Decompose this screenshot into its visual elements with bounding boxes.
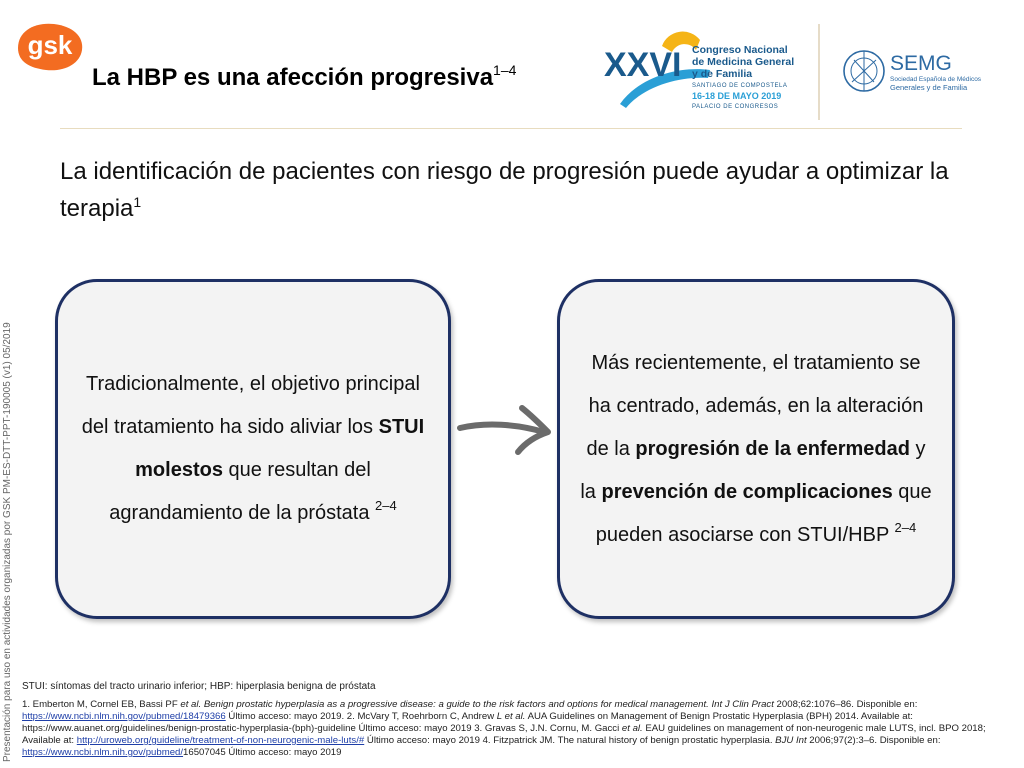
left-card-text [78, 363, 428, 535]
slide-title-sup: 1–4 [493, 62, 517, 78]
left-card-t1: Tradicionalmente, el objetivo principal del tratamiento ha sido aliviar los [81, 373, 420, 438]
gsk-logo [14, 18, 86, 76]
right-card-bold1: progresión de la enfermedad [635, 437, 910, 460]
semg-logo [842, 46, 982, 96]
abbreviations: STUI: síntomas del tracto urinario inferior; HBP: hiperplasia benigna de próstata [22, 681, 376, 692]
congress-venue: PALACIO DE CONGRESOS [692, 104, 779, 110]
ref4-link-tail: 16507045 [183, 747, 226, 758]
left-card [55, 279, 451, 619]
ref4-authors: Último acceso: mayo 2019 4. Fitzpatrick JM. The natural history of benign prostatic hyperplasia. [364, 735, 776, 746]
subtitle [60, 156, 960, 224]
ref3-link[interactable]: http://uroweb.org/guideline/treatment-of-non-neurogenic-male-luts/# [76, 735, 365, 746]
ref2-authors: Último acceso: mayo 2019. 2. McVary T, Roehrborn C, Andrew [225, 711, 497, 722]
right-card-text [578, 342, 934, 557]
ref1-title: et al. Benign prostatic hyperplasia as a progressive disease: a guide to the risk factors and options for medical management. Int J Clin Pract [180, 699, 774, 710]
left-card-sup: 2–4 [375, 498, 397, 513]
subtitle-sup: 1 [133, 194, 142, 210]
right-card-t1: Más recientemente, el tratamiento se ha centrado, además, en la alteración de la [586, 351, 924, 460]
arrow-icon [456, 398, 556, 458]
references [22, 699, 1018, 759]
ref4-access: Último acceso: mayo 2019 [225, 747, 342, 758]
semg-line2: Generales y de Familia [890, 83, 968, 92]
ref4-link[interactable]: https://www.ncbi.nlm.nih.gov/pubmed/ [22, 747, 184, 758]
congress-numeral: XXVI [604, 46, 682, 84]
semg-line1: Sociedad Española de Médicos [890, 76, 982, 83]
header-separator [818, 24, 820, 120]
ref1-link[interactable]: https://www.ncbi.nlm.nih.gov/pubmed/18479366 [22, 711, 226, 722]
semg-emblem-icon [852, 51, 876, 91]
ref2-body: AUA Guidelines on Management of Benign Prostatic Hyperplasia (BPH) 2014. Available at: https://www.auanet.org/guidelines/benign-prostatic-hyperplasia-(bph)-guideline Último acceso: mayo 2019 3. Gravas S, J.N. Cornu, M. Gacci [22, 711, 913, 734]
congress-dates: 16-18 DE MAYO 2019 [692, 91, 782, 101]
congress-line2: de Medicina General [692, 56, 795, 68]
ref3-body: EAU guidelines on management of non-neurogenic male LUTS, incl. BPO 2018; Available at: [22, 723, 986, 746]
ref3-etal: et al. [621, 723, 643, 734]
ref1-authors: 1. Emberton M, Cornel EB, Bassi PF [22, 699, 181, 710]
gsk-logo-text: gsk [27, 30, 73, 60]
header-rule [60, 128, 962, 129]
left-card-bold: STUI molestos [135, 416, 425, 481]
congress-city: SANTIAGO DE COMPOSTELA [692, 83, 788, 89]
congress-line3: y de Familia [692, 68, 753, 80]
slide-title [92, 62, 516, 92]
right-card-t3: que pueden asociarse con STUI/HBP [595, 480, 932, 546]
right-card [557, 279, 955, 619]
ref4-body: 2006;97(2):3–6. Disponible en: [806, 735, 941, 746]
left-card-t2: que resultan del agrandamiento de la próstata [109, 459, 376, 524]
ref4-journal: BJU Int [775, 735, 807, 746]
semg-name: SEMG [890, 52, 952, 75]
congress-line1: Congreso Nacional [692, 44, 788, 56]
right-card-sup: 2–4 [894, 519, 917, 535]
subtitle-text: La identificación de pacientes con riesgo de progresión puede ayudar a optimizar la terapia [60, 158, 949, 222]
side-label: Presentación para uso en actividades organizadas por GSK PM-ES-DTT-PPT-190005 (v1) 05/2019 [2, 322, 13, 762]
slide-title-text: La HBP es una afección progresiva [92, 64, 494, 91]
congress-logo [600, 26, 800, 116]
ref2-etal: L et al. [496, 711, 526, 722]
right-card-t2: y la [580, 437, 926, 503]
right-card-bold2: prevención de complicaciones [601, 480, 893, 503]
ref1-source: 2008;62:1076–86. Disponible en: [773, 699, 918, 710]
